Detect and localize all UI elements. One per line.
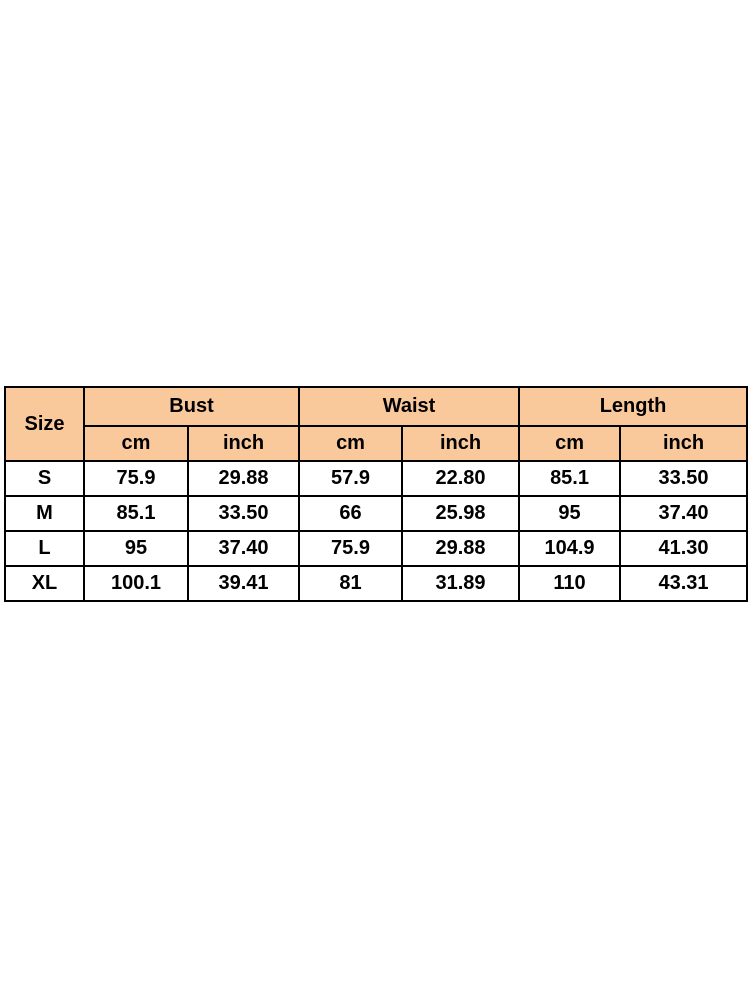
waist-inch-header: inch (402, 426, 519, 461)
length-header: Length (519, 387, 747, 426)
waist-cm-cell: 66 (299, 496, 402, 531)
size-cell: L (5, 531, 84, 566)
bust-inch-cell: 33.50 (188, 496, 299, 531)
bust-header: Bust (84, 387, 299, 426)
bust-inch-header: inch (188, 426, 299, 461)
waist-header: Waist (299, 387, 519, 426)
bust-cm-cell: 75.9 (84, 461, 188, 496)
size-cell: XL (5, 566, 84, 601)
waist-cm-header: cm (299, 426, 402, 461)
size-header: Size (5, 387, 84, 461)
table-header-row (5, 387, 747, 426)
waist-inch-cell: 22.80 (402, 461, 519, 496)
bust-inch-cell: 37.40 (188, 531, 299, 566)
length-cm-header: cm (519, 426, 620, 461)
waist-inch-cell: 29.88 (402, 531, 519, 566)
bust-cm-cell: 100.1 (84, 566, 188, 601)
table-row (5, 461, 747, 496)
length-inch-cell: 43.31 (620, 566, 747, 601)
length-cm-cell: 104.9 (519, 531, 620, 566)
bust-inch-cell: 39.41 (188, 566, 299, 601)
table-row (5, 496, 747, 531)
waist-inch-cell: 31.89 (402, 566, 519, 601)
waist-cm-cell: 81 (299, 566, 402, 601)
waist-inch-cell: 25.98 (402, 496, 519, 531)
bust-cm-cell: 85.1 (84, 496, 188, 531)
bust-cm-cell: 95 (84, 531, 188, 566)
length-inch-cell: 41.30 (620, 531, 747, 566)
size-cell: S (5, 461, 84, 496)
length-inch-cell: 37.40 (620, 496, 747, 531)
table-row (5, 566, 747, 601)
waist-cm-cell: 75.9 (299, 531, 402, 566)
length-cm-cell: 85.1 (519, 461, 620, 496)
size-cell: M (5, 496, 84, 531)
table-unit-row (5, 426, 747, 461)
bust-inch-cell: 29.88 (188, 461, 299, 496)
length-cm-cell: 110 (519, 566, 620, 601)
size-chart-table (4, 386, 748, 602)
length-cm-cell: 95 (519, 496, 620, 531)
length-inch-cell: 33.50 (620, 461, 747, 496)
bust-cm-header: cm (84, 426, 188, 461)
table-row (5, 531, 747, 566)
length-inch-header: inch (620, 426, 747, 461)
waist-cm-cell: 57.9 (299, 461, 402, 496)
